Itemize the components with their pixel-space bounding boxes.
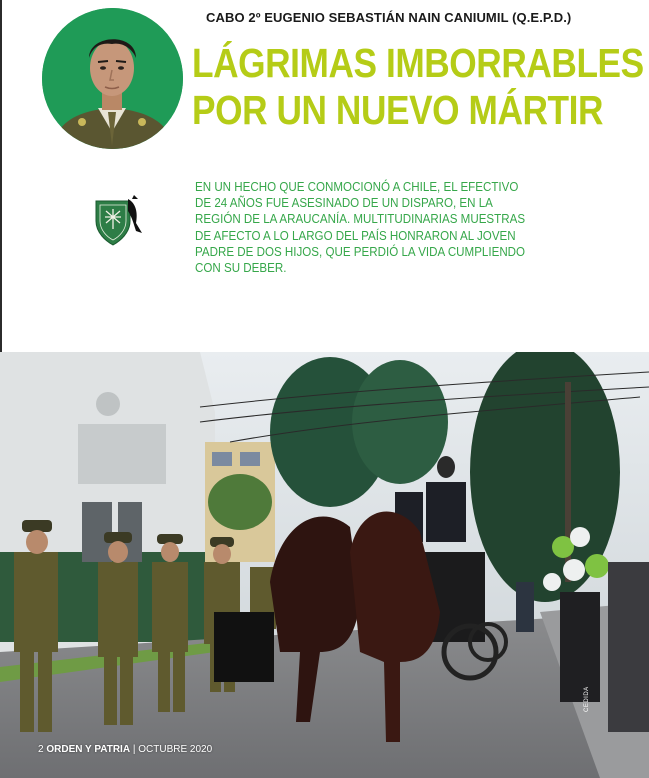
headline-line-1: LÁGRIMAS IMBORRABLES — [192, 40, 644, 86]
funeral-procession-photo — [0, 352, 649, 778]
portrait-photo — [42, 8, 183, 149]
photo-credit: CEDIDA — [584, 686, 590, 712]
publication-name: ORDEN Y PATRIA — [46, 744, 131, 755]
kicker-name: CABO 2º EUGENIO SEBASTIÁN NAIN CANIUMIL (Q.E.P.D.) — [206, 10, 572, 25]
page-number: 2 — [38, 744, 44, 755]
headline — [192, 40, 644, 134]
headline-line-2: POR UN NUEVO MÁRTIR — [192, 87, 604, 133]
page-footer — [38, 744, 212, 755]
footer-separator: | — [132, 744, 136, 755]
issue-date: OCTUBRE 2020 — [138, 744, 213, 755]
article-deck: EN UN HECHO QUE CONMOCIONÓ A CHILE, EL EFECTIVO DE 24 AÑOS FUE ASESINADO DE UN DISPARO, EN LA REGIÓN DE LA ARAUCANÍA. MULTITUDINARIAS MUESTRAS DE AFECTO A LO LARGO DEL PAÍS HONRARON AL JOVEN PADRE DE DOS HIJOS, QUE PERDIÓ LA VIDA CUMPLIENDO CON SU DEBER. — [195, 180, 526, 276]
carabineros-emblem-icon — [92, 193, 144, 249]
left-margin-rule — [0, 0, 2, 352]
